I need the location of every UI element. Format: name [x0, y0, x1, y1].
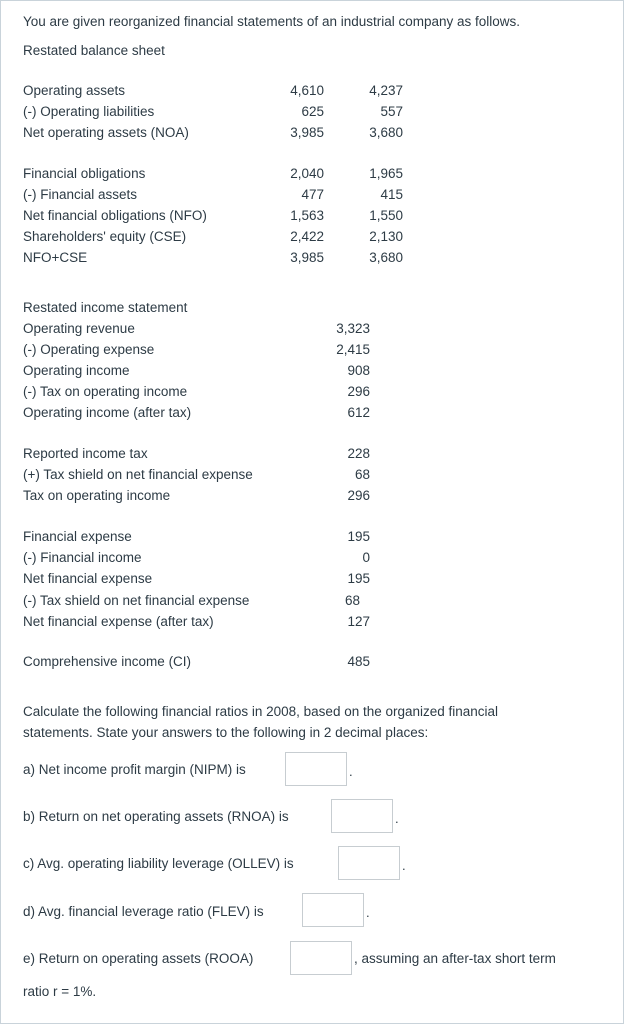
is-row-label: Net financial expense (after tax) [23, 614, 214, 629]
bs-row-label: NFO+CSE [23, 250, 88, 265]
is-row-value: 0 [362, 550, 370, 565]
is-row-value: 3,323 [336, 321, 370, 336]
is-row-label: Operating income (after tax) [23, 405, 192, 420]
bs-row-value-1: 3,985 [290, 250, 324, 265]
bs-row-label: Net financial obligations (NFO) [23, 208, 207, 223]
bs-row-label: Shareholders' equity (CSE) [23, 229, 187, 244]
question-d-suffix: . [366, 905, 370, 920]
is-row-label: (-) Financial income [23, 550, 142, 565]
answer-input-rooa[interactable] [290, 941, 352, 975]
question-c-suffix: . [402, 858, 406, 873]
question-e-continuation: ratio r = 1%. [23, 984, 97, 999]
is-row-label: (-) Operating expense [23, 342, 155, 357]
question-a-suffix: . [349, 764, 353, 779]
bs-row-value-2: 2,130 [369, 229, 403, 244]
is-row-label: Net financial expense [23, 571, 153, 586]
bs-row-label: Operating assets [23, 83, 126, 98]
question-b-label: b) Return on net operating assets (RNOA) is [23, 809, 289, 824]
intro-text: You are given reorganized financial statements of an industrial company as follows. [23, 14, 521, 29]
question-a-label: a) Net income profit margin (NIPM) is [23, 762, 246, 777]
bs-row-value-2: 3,680 [369, 125, 403, 140]
bs-row-value-2: 557 [380, 104, 403, 119]
is-row-label: Financial expense [23, 529, 132, 544]
is-row-label: Comprehensive income (CI) [23, 654, 192, 669]
bs-row-value-1: 4,610 [290, 83, 324, 98]
bs-row-label: Financial obligations [23, 166, 146, 181]
is-row-label: Tax on operating income [23, 488, 171, 503]
bs-row-label: (-) Operating liabilities [23, 104, 155, 119]
answer-input-rnoa[interactable] [331, 799, 393, 833]
bs-row-value-1: 477 [301, 187, 324, 202]
is-row-label: (-) Tax on operating income [23, 384, 188, 399]
is-row-value: 612 [347, 405, 370, 420]
is-row-value: 195 [347, 571, 370, 586]
bs-row-value-2: 415 [380, 187, 403, 202]
question-e-suffix: , assuming an after-tax short term [354, 951, 556, 966]
income-statement-title: Restated income statement [23, 300, 188, 315]
is-row-label: (+) Tax shield on net financial expense [23, 467, 253, 482]
is-row-value: 485 [347, 654, 370, 669]
bs-row-value-1: 2,422 [290, 229, 324, 244]
bs-row-value-1: 3,985 [290, 125, 324, 140]
bs-row-value-2: 3,680 [369, 250, 403, 265]
answer-input-nipm[interactable] [285, 752, 347, 786]
bs-row-label: Net operating assets (NOA) [23, 125, 189, 140]
bs-row-value-1: 625 [301, 104, 324, 119]
is-row-value: 296 [347, 384, 370, 399]
question-c-label: c) Avg. operating liability leverage (OLLEV) is [23, 856, 294, 871]
bs-row-label: (-) Financial assets [23, 187, 138, 202]
bs-row-value-1: 1,563 [290, 208, 324, 223]
question-d-label: d) Avg. financial leverage ratio (FLEV) is [23, 904, 264, 919]
is-row-label: (-) Tax shield on net financial expense [23, 593, 250, 608]
bs-row-value-2: 4,237 [369, 83, 403, 98]
answer-input-ollev[interactable] [338, 846, 400, 880]
is-row-value: 228 [347, 446, 370, 461]
is-row-value: 296 [347, 488, 370, 503]
balance-sheet-title: Restated balance sheet [23, 43, 165, 58]
is-row-value: 127 [347, 614, 370, 629]
is-row-value: 2,415 [336, 342, 370, 357]
is-row-value: 68 [354, 467, 370, 482]
is-row-label: Operating income [23, 363, 130, 378]
bs-row-value-2: 1,965 [369, 166, 403, 181]
is-row-value: 195 [347, 529, 370, 544]
question-e-label: e) Return on operating assets (ROOA) [23, 951, 254, 966]
answer-input-flev[interactable] [302, 893, 364, 927]
question-b-suffix: . [395, 811, 399, 826]
bs-row-value-1: 2,040 [290, 166, 324, 181]
is-row-label: Operating revenue [23, 321, 135, 336]
is-row-label: Reported income tax [23, 446, 148, 461]
is-row-value: 908 [347, 363, 370, 378]
instructions-line-1: Calculate the following financial ratios in 2008, based on the organized financial [23, 704, 499, 719]
is-row-value: 68 [345, 593, 361, 608]
bs-row-value-2: 1,550 [369, 208, 403, 223]
instructions-line-2: statements. State your answers to the following in 2 decimal places: [23, 725, 429, 740]
